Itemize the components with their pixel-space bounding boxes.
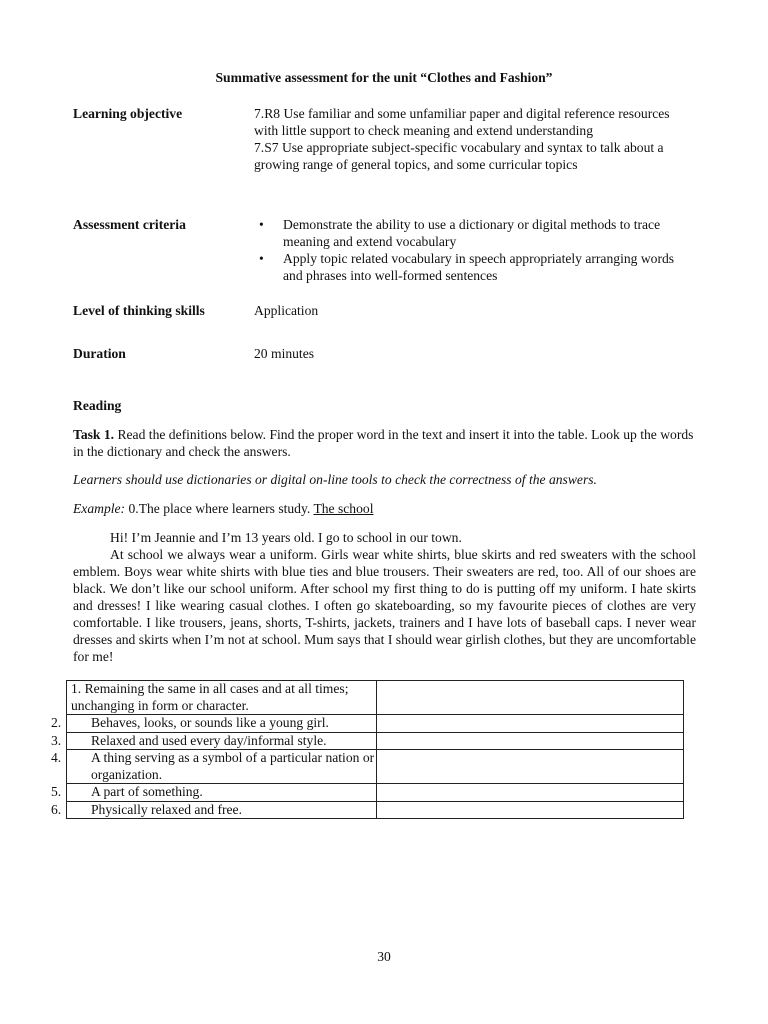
duration-label: Duration <box>73 346 126 361</box>
criteria-item: • Demonstrate the ability to use a dictionary or digital methods to trace meaning and extend vocabulary <box>259 217 661 249</box>
answer-cell[interactable] <box>377 801 684 819</box>
answer-cell[interactable] <box>377 715 684 733</box>
objective-item: 7.S7 Use appropriate subject-specific vocabulary and syntax to talk about a growing range of general topics, and some curricular topics <box>254 140 664 172</box>
bullet-icon: • <box>259 217 264 232</box>
example-text: 0.The place where learners study. <box>125 501 314 516</box>
reading-paragraph-2: At school we always wear a uniform. Girls wear white shirts, blue skirts and red sweaters with the school emblem. Boys wear white shirts with blue ties and blue trousers. Their sweaters are red, too. All of our shoes are black. We don’t like our school uniform. After school my first thing to do is putting off my uniform. I hate skirts and dresses! I like wearing casual clothes. I often go skateboarding, so my favourite pieces of clothes are very comfortable. I like trousers, jeans, shorts, T-shirts, jackets, trainers and I have lots of baseball caps. I never wear dresses and skirts when I’m not at school. Mum says that I should wear girlish clothes, but they are uncomfortable for me! <box>73 547 696 664</box>
bullet-icon: • <box>259 251 264 266</box>
page-number: 30 <box>377 949 391 964</box>
answer-cell[interactable] <box>377 784 684 802</box>
definition-cell: 6. Physically relaxed and free. <box>67 801 377 819</box>
table-row <box>67 784 684 802</box>
example-label: Example: <box>73 501 126 516</box>
answer-cell[interactable] <box>377 750 684 784</box>
answer-cell[interactable] <box>377 732 684 750</box>
table-row <box>67 681 684 715</box>
task-label: Task 1. <box>73 427 115 442</box>
task-text: Read the definitions below. Find the proper word in the text and insert it into the table. Look up the words in the dictionary and check the answers. <box>73 427 694 459</box>
definition-cell: 1. Remaining the same in all cases and at all times; unchanging in form or character. <box>67 681 377 715</box>
table-row <box>67 715 684 733</box>
duration-value: 20 minutes <box>254 346 315 361</box>
definition-cell: 5. A part of something. <box>67 784 377 802</box>
table-row <box>67 801 684 819</box>
example-answer: The school <box>313 501 374 516</box>
definition-cell: 4. A thing serving as a symbol of a particular nation or organization. <box>67 750 377 784</box>
table-row <box>67 750 684 784</box>
example-line <box>73 500 696 517</box>
definition-cell: 2. Behaves, looks, or sounds like a young girl. <box>67 715 377 733</box>
reading-heading: Reading <box>73 398 122 413</box>
task-note: Learners should use dictionaries or digital on-line tools to check the correctness of the answers. <box>73 472 597 487</box>
definition-cell: 3. Relaxed and used every day/informal style. <box>67 732 377 750</box>
thinking-skills-value: Application <box>254 303 319 318</box>
assessment-criteria-label: Assessment criteria <box>73 217 186 232</box>
definitions-table <box>51 680 684 819</box>
objective-item: 7.R8 Use familiar and some unfamiliar paper and digital reference resources with little support to check meaning and extend understanding <box>254 106 670 138</box>
thinking-skills-label: Level of thinking skills <box>73 303 205 318</box>
learning-objective-label: Learning objective <box>73 106 183 121</box>
criteria-item: • Apply topic related vocabulary in speech appropriately arranging words and phrases into well-formed sentences <box>259 251 675 283</box>
assessment-criteria-list <box>254 216 694 284</box>
answer-cell[interactable] <box>377 681 684 715</box>
table-row <box>67 732 684 750</box>
task-instructions <box>73 426 696 460</box>
learning-objective-text <box>254 105 694 173</box>
page-title: Summative assessment for the unit “Clothes and Fashion” <box>215 70 553 85</box>
reading-paragraph-1: Hi! I’m Jeannie and I’m 13 years old. I go to school in our town. <box>110 530 462 545</box>
